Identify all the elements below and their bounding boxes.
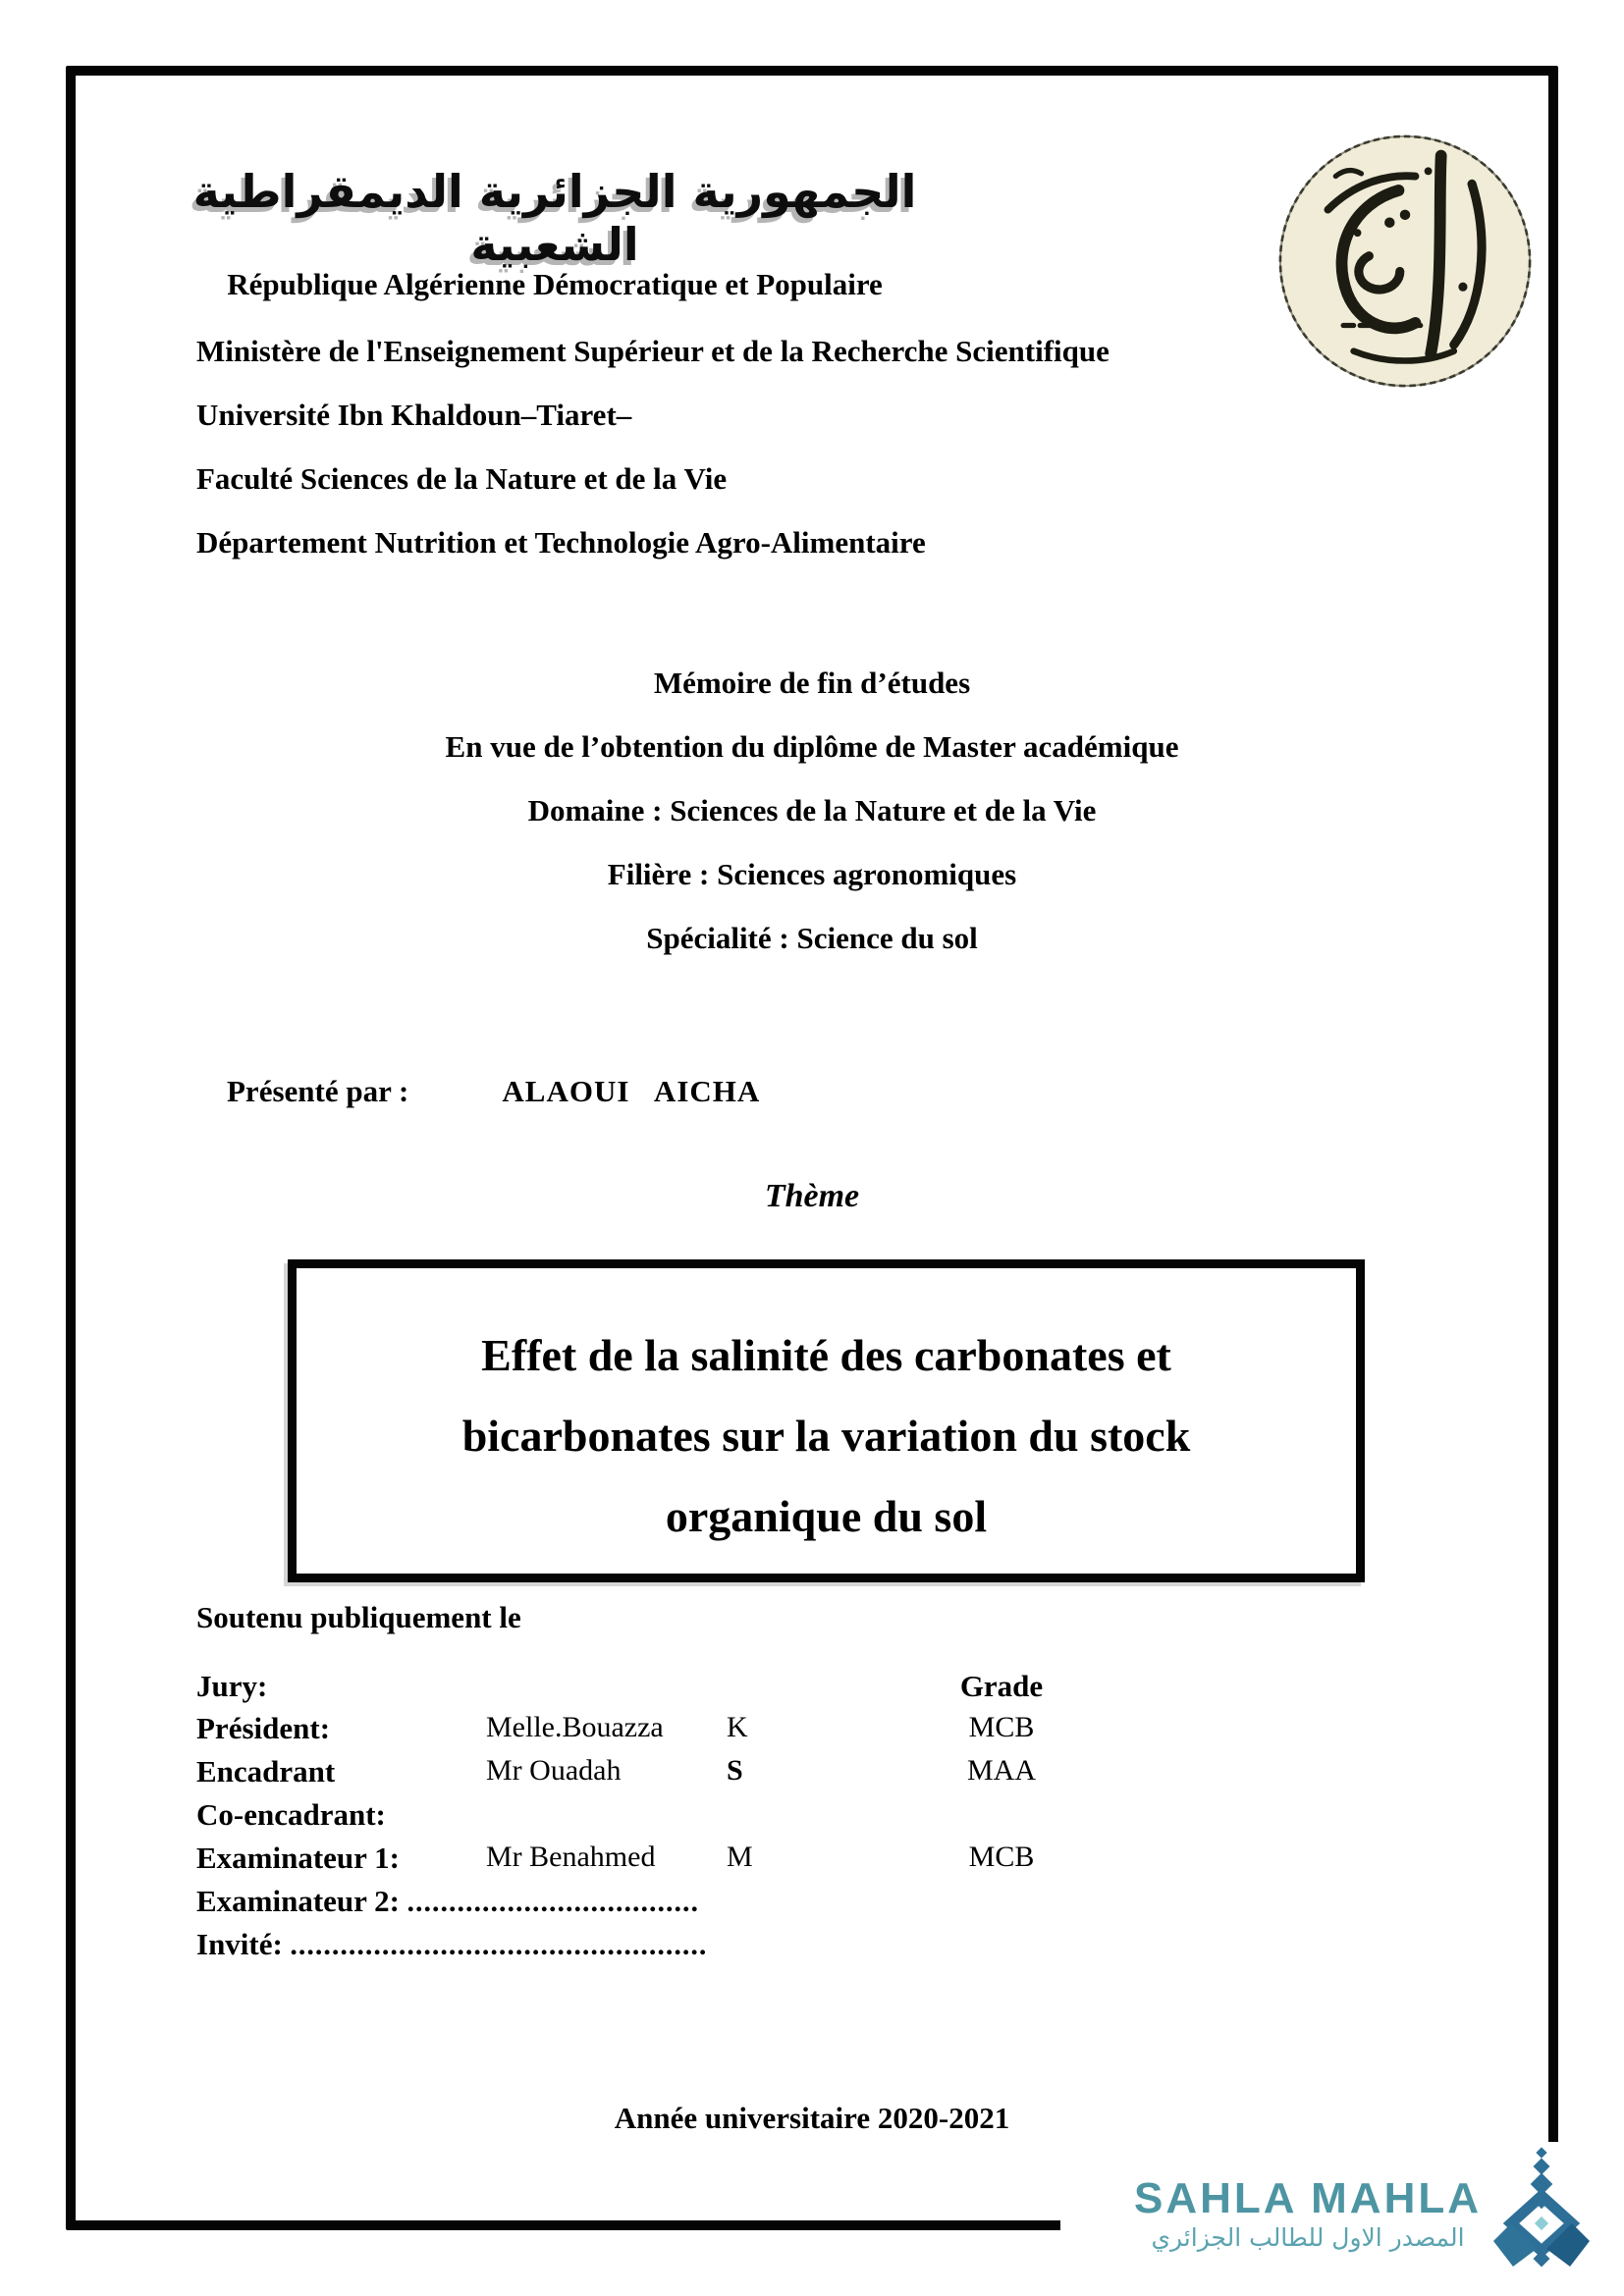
sahla-mahla-arabic-tagline: المصدر الاول للطالب الجزائري [1151,2223,1465,2252]
author-name: ALAOUI AICHA [502,1074,761,1108]
sahla-mahla-wordmark: SAHLA MAHLA [1134,2174,1482,2222]
ministry-line: Ministère de l'Enseignement Supérieur et de la Recherche Scientifique [196,334,1110,368]
sahla-mahla-text-block [1134,2176,1482,2255]
jury-row-invite: Invité: .................................................. [196,1927,708,1961]
theme-label: Thème [764,1178,860,1214]
defended-line: Soutenu publiquement le [196,1600,521,1634]
thesis-title-line-1: Effet de la salinité des carbonates et [481,1330,1171,1380]
specialty-line: Spécialité : Science du sol [646,921,978,955]
thesis-title-line-3: organique du sol [665,1491,988,1541]
jury-row-examinateur-2: Examinateur 2: ................................... [196,1884,699,1918]
jury-row-encadrant: Encadrant Mr Ouadah S MAA [196,1754,1036,1789]
arabic-republic-title: الجمهورية الجزائرية الديمقراطية الشعبية [192,165,917,271]
domain-line: Domaine : Sciences de la Nature et de la Vie [527,793,1097,828]
university-seal-icon [1276,133,1534,390]
purpose-line: En vue de l’obtention du diplôme de Master académique [445,729,1179,764]
memoir-line: Mémoire de fin d’études [653,666,971,700]
department-line: Département Nutrition et Technologie Agro-Alimentaire [196,525,926,560]
grade-column-header: Grade [959,1669,1044,1703]
academic-year-line: Année universitaire 2020-2021 [614,2101,1010,2135]
jury-table [196,1711,1473,1970]
republic-line: République Algérienne Démocratique et Populaire [227,267,883,301]
field-line: Filière : Sciences agronomiques [607,857,1017,891]
thesis-title-line-2: bicarbonates sur la variation du stock [461,1411,1191,1461]
sahla-mahla-logo [1060,2142,1596,2289]
faculty-line: Faculté Sciences de la Nature et de la Vie [196,461,728,496]
jury-label: Jury: [196,1669,268,1703]
jury-row-examinateur-1: Examinateur 1: Mr Benahmed M MCB [196,1841,1035,1875]
presented-by-label: Présenté par : [227,1074,409,1108]
jury-row-president: Président: Melle.Bouazza K MCB [196,1711,1035,1745]
jury-header-row [196,1669,1434,1712]
sahla-mahla-calligraphy-icon [1488,2147,1596,2284]
presented-by-row [196,1039,760,1145]
jury-row-co-encadrant: Co-encadrant: [196,1797,386,1832]
university-line: Université Ibn Khaldoun–Tiaret– [196,398,632,432]
thesis-title-box [288,1259,1365,1582]
